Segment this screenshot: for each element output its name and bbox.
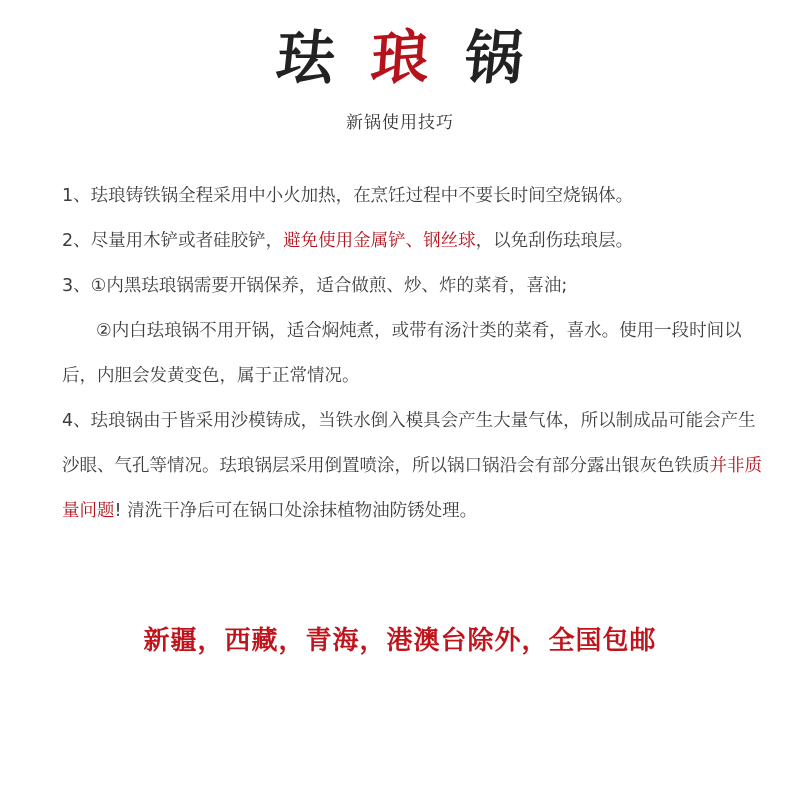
tip-3b: ②内白珐琅锅不用开锅，适合焖炖煮，或带有汤汁类的菜肴，喜水。使用一段时间以后，内胆会发黄变色，属于正常情况。: [62, 321, 742, 386]
tip-2-warning: 避免使用金属铲、钢丝球: [283, 231, 476, 251]
tip-4-text-b: ! 清洗干净后可在锅口处涂抹植物油防锈处理。: [114, 501, 478, 521]
tips-content: [62, 174, 762, 534]
tip-2: [62, 219, 762, 264]
page-subtitle: 新锅使用技巧: [346, 113, 454, 133]
tip-4-note: 并非质量问题: [62, 456, 762, 521]
tip-3: 3、①内黑珐琅锅需要开锅保养，适合做煎、炒、炸的菜肴，喜油;: [62, 276, 568, 296]
tip-2-text-a: 2、尽量用木铲或者硅胶铲，: [62, 231, 284, 251]
shipping-note: 新疆，西藏，青海，港澳台除外，全国包邮: [143, 626, 657, 656]
tip-4: [62, 399, 762, 534]
tip-2-text-b: ，以免刮伤珐琅层。: [475, 231, 634, 251]
title-char-1: 珐: [273, 24, 339, 92]
title-char-3: 锅: [461, 24, 527, 92]
title-char-2: 琅: [368, 21, 432, 95]
page-title: [0, 18, 800, 98]
tip-4-text-a: 4、珐琅锅由于皆采用沙模铸成，当铁水倒入模具会产生大量气体，所以制成品可能会产生沙眼、气孔等情况。珐琅锅层采用倒置喷涂，所以锅口锅沿会有部分露出银灰色铁质: [62, 411, 756, 476]
tip-1: 1、珐琅铸铁锅全程采用中小火加热，在烹饪过程中不要长时间空烧锅体。: [62, 186, 634, 206]
